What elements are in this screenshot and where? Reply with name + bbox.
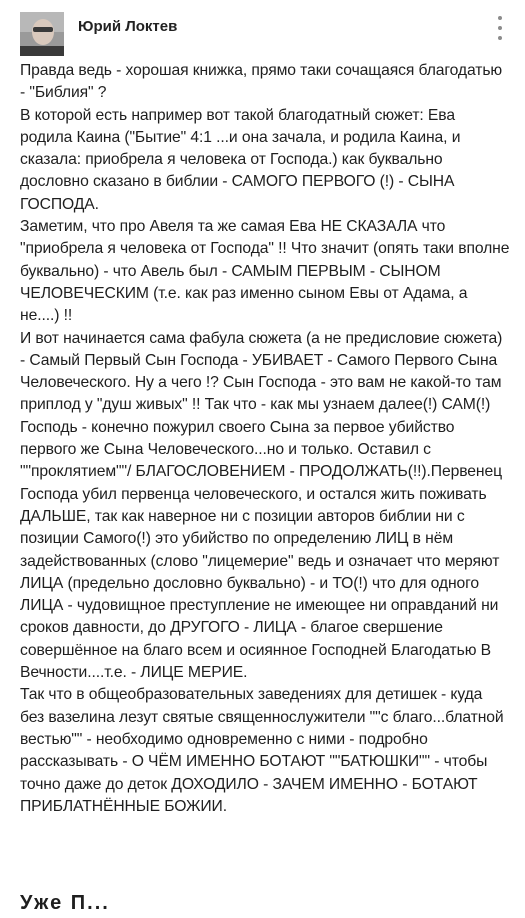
post-paragraph: Так что в общеобразовательных заведениях для детишек - куда без вазелина лезут святые священнослужители ""с благо...блатной вестью"" - необходимо одновременно с ними - подробно рассказывать - О ЧЁМ ИМЕННО БОТАЮТ ""БАТЮШКИ"" - чтобы точно даже до деток ДОХОДИЛО - ЗАЧЕМ ИМЕННО - БОТАЮТ ПРИБЛАТНЁННЫЕ БОЖИИ. [20, 686, 504, 815]
more-vertical-icon[interactable] [495, 16, 505, 40]
post-body [20, 60, 510, 818]
post-header [0, 0, 525, 62]
post-paragraph: Заметим, что про Авеля та же самая Ева НЕ СКАЗАЛА что "приобрела я человека от Господа" !! Что значит (опять таки вполне буквально) - что Авель был - САМЫМ ПЕРВЫМ - СЫНОМ ЧЕЛОВЕЧЕСКИМ (т.е. как раз именно сыном Евы от Адама, а не....) !! [20, 218, 510, 325]
post-paragraph: В которой есть например вот такой благодатный сюжет: Ева родила Каина ("Бытие" 4:1 ...и она зачала, и родила Каина, и сказала: приобрела я человека от Господа.) как буквально дословно сказано в библии - САМОГО ПЕРВОГО (!) - СЫНА ГОСПОДА. [20, 106, 461, 213]
cut-off-line: Уже П... [20, 892, 110, 914]
author-name[interactable]: Юрий Локтев [78, 18, 178, 35]
post-paragraph: И вот начинается сама фабула сюжета (а не предисловие сюжета) - Самый Первый Сын Господа - УБИВАЕТ - Самого Первого Сына Человеческого. Ну а чего !? Сын Господа - это вам не какой-то там приплод у "душ живых" !! Так что - как мы узнаем далее(!) САМ(!) Господь - конечно пожурил своего Сына за первое убийство первого же Сына Человеческого...но и только. Оставил с ""проклятием""/ БЛАГОСЛОВЕНИЕМ - ПРОДОЛЖАТЬ(!!).Первенец Господа убил первенца человеческого, и остался жить поживать ДАЛЬШЕ, так как наверное ни с позиции авторов библии ни с позиции Самого(!) это убийство по определению ЛИЦ в нём задействованных (слово "лицемерие" ведь и означает что меряют ЛИЦА (предельно дословно буквально) - и ТО(!) что для одного ЛИЦА - чудовищное преступление не имеющее ни оправданий ни сроков давности, до ДРУГОГО - ЛИЦА - благое свершение совершённое на благо всем и осиянное Господней Благодатью В Вечности....т.е. - ЛИЦЕ МЕРИЕ. [20, 329, 503, 682]
avatar[interactable] [20, 12, 64, 56]
post-paragraph: Правда ведь - хорошая книжка, прямо таки сочащаяся благодатью - "Библия" ? [20, 62, 503, 102]
avatar-photo [20, 12, 64, 56]
cut-off-text [20, 886, 320, 914]
